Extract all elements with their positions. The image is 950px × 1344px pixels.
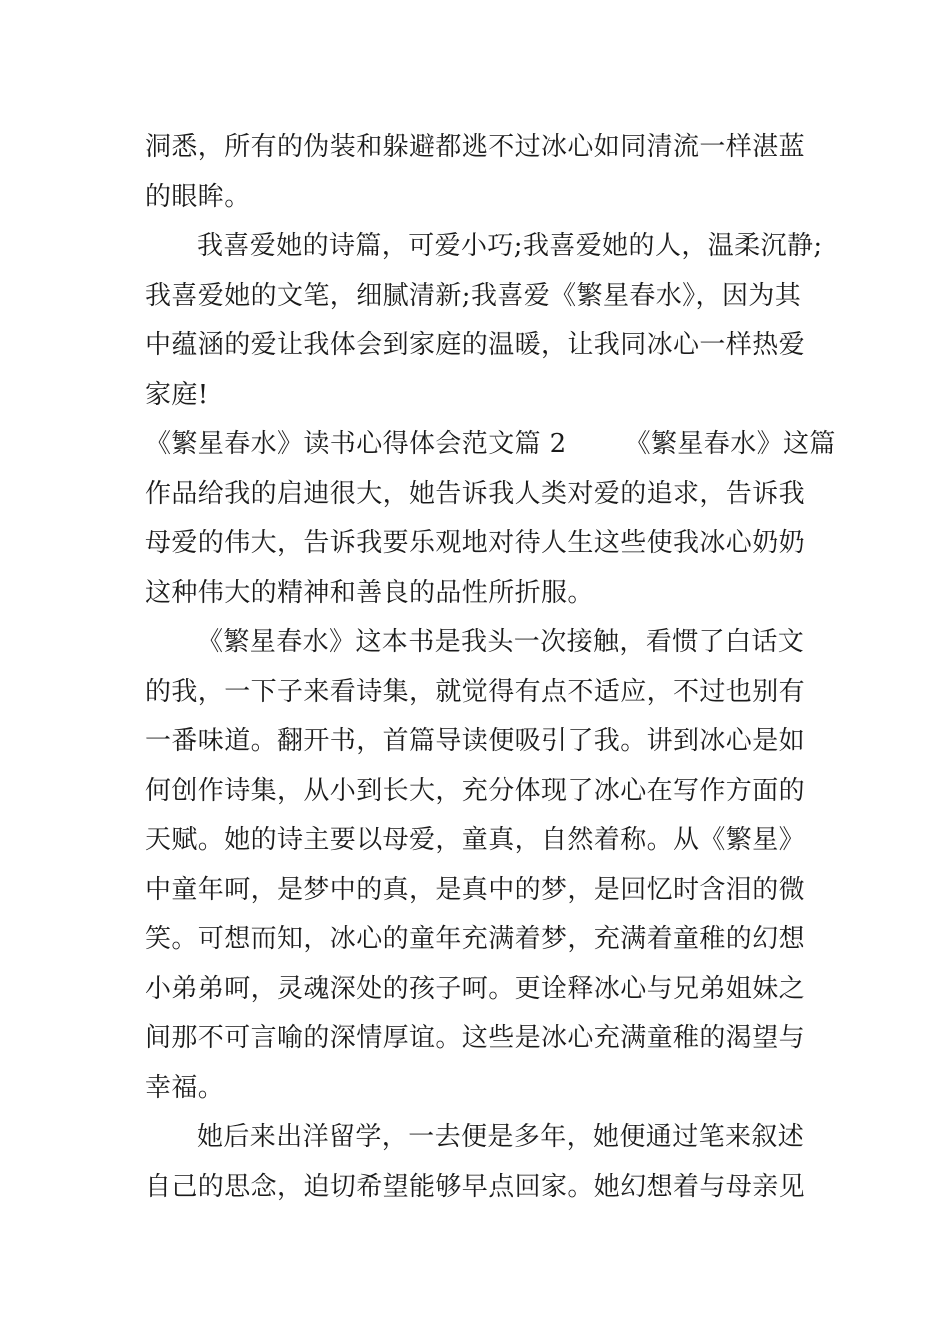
section-heading-line [145, 420, 835, 470]
text-line: 幸福。 [145, 1072, 225, 1103]
text-line: 自己的思念，迫切希望能够早点回家。她幻想着与母亲见 [145, 1171, 806, 1202]
text-line: 天赋。她的诗主要以母爱，童真，自然着称。从《繁星》 [145, 825, 806, 855]
text-line: 何创作诗集，从小到长大，充分体现了冰心在写作方面的 [145, 775, 806, 806]
text-line: 我喜爱她的文笔，细腻清新;我喜爱《繁星春水》，因为其 [145, 280, 802, 311]
paragraph-start-line: 她后来出洋留学，一去便是多年，她便通过笔来叙述 [197, 1122, 805, 1152]
paragraph-start-line: 《繁星春水》这本书是我头一次接触，看惯了白话文 [197, 627, 805, 657]
text-line: 的眼眸。 [145, 181, 251, 212]
text-line: 洞悉，所有的伪装和躲避都逃不过冰心如同清流一样湛蓝 [145, 132, 806, 162]
paragraph-start-line: 我喜爱她的诗篇，可爱小巧;我喜爱她的人，温柔沉静; [197, 231, 823, 261]
text-line: 小弟弟呵，灵魂深处的孩子呵。更诠释冰心与兄弟姐妹之 [145, 973, 806, 1004]
article-body [145, 123, 835, 1212]
text-line: 家庭! [145, 379, 209, 410]
paragraph-start-text: 《繁星春水》这篇 [624, 429, 836, 459]
section-heading: 《繁星春水》读书心得体会范文篇 2 [145, 429, 567, 459]
text-line: 间那不可言喻的深情厚谊。这些是冰心充满童稚的渴望与 [145, 1023, 806, 1053]
text-line: 笑。可想而知，冰心的童年充满着梦，充满着童稚的幻想 [145, 924, 806, 954]
text-line: 母爱的伟大，告诉我要乐观地对待人生这些使我冰心奶奶 [145, 528, 806, 558]
text-line: 这种伟大的精神和善良的品性所折服。 [145, 577, 594, 608]
text-line: 作品给我的启迪很大，她告诉我人类对爱的追求，告诉我 [145, 478, 806, 509]
text-line: 中蕴涵的爱让我体会到家庭的温暖，让我同冰心一样热爱 [145, 330, 806, 360]
text-line: 中童年呵，是梦中的真，是真中的梦，是回忆时含泪的微 [145, 874, 806, 905]
text-line: 的我，一下子来看诗集，就觉得有点不适应，不过也别有 [145, 676, 806, 707]
text-line: 一番味道。翻开书，首篇导读便吸引了我。讲到冰心是如 [145, 726, 806, 756]
